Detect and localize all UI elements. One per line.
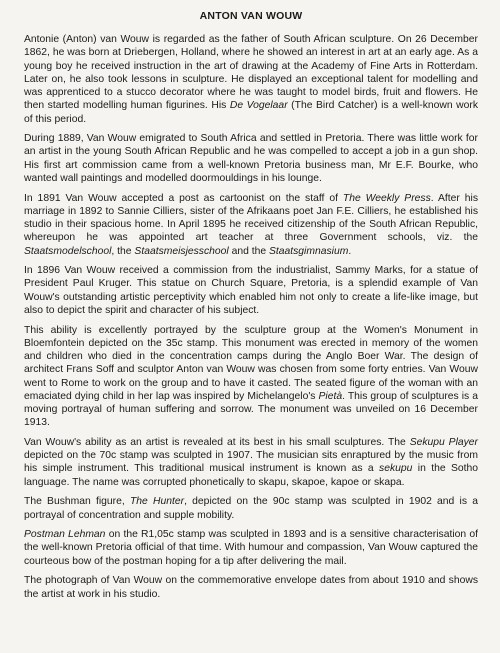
- paragraph-text: .: [348, 245, 352, 257]
- italic-title: Staatsmodelschool: [24, 245, 112, 257]
- paragraph-text: In 1896 Van Wouw received a commission from the industrialist, Sammy Marks, for a statue of President Paul Kruger. This statue on Church Square, Pretoria, is a splendid example of Van Wouw's outstanding artistic perceptivity which enabled him not only to create a life-like image, but also to depict the spirit and character of his subject.: [24, 265, 478, 316]
- paragraph: [24, 132, 478, 185]
- paragraph-text: The photograph of Van Wouw on the commemorative envelope dates from about 1910 and shows the artist at work in his studio.: [24, 575, 478, 600]
- italic-title: Postman Lehman: [24, 529, 106, 541]
- italic-title: Staatsmeisjesschool: [134, 245, 229, 257]
- paragraph: [24, 495, 478, 522]
- paragraph-text: Van Wouw's ability as an artist is revealed at its best in his small sculptures. The: [24, 436, 410, 448]
- document-page: [24, 10, 478, 607]
- italic-title: sekupu: [379, 463, 413, 475]
- document-title: ANTON VAN WOUW: [199, 10, 303, 22]
- paragraph-text: This ability is excellently portrayed by the sculpture group at the Women's Monument in Bloemfontein depicted on the 35c stamp. This monument was erected in memory of the women and children who died in the concentration camps during the Anglo Boer War. The design of architect Frans Soff and sculptor Anton van Wouw was chosen from some forty entries. Van Wouw went to Rome to work on the group and to have it casted. The seated figure of the woman with an emaciated dying child in her lap was inspired by Michelangelo's: [24, 324, 478, 402]
- paragraph-text: In 1891 Van Wouw accepted a post as cartoonist on the staff of: [24, 192, 343, 204]
- italic-title: Pietà: [318, 390, 343, 402]
- paragraph-text: depicted on the 70c stamp was sculpted in 1907. The musician sits enraptured by the music from his simple instrument. This traditional musical instrument is known as a: [24, 450, 478, 475]
- paragraph-text: in the Sotho language. The name was corrupted phonetically to skapu, skapoe, kapoe or skapa.: [24, 463, 478, 488]
- italic-title: The Weekly Press: [342, 192, 431, 204]
- italic-title: Staatsgimnasium: [268, 245, 349, 257]
- paragraph: [24, 324, 478, 430]
- paragraph: [24, 33, 478, 126]
- paragraph-text: on the R1,05c stamp was sculpted in 1893 and is a sensitive characterisation of the well-known Pretoria official of that time. With humour and compassion, Van Wouw captured the courteous bow of the postman hoping for a tip after delivering the mail.: [24, 529, 478, 567]
- italic-title: De Vogelaar: [229, 100, 288, 112]
- paragraph-text: (The Bird Catcher) is a well-known work of this period.: [24, 100, 479, 125]
- paragraph: [24, 528, 478, 568]
- italic-title: The Hunter: [129, 496, 185, 508]
- document-body: [24, 33, 478, 601]
- paragraph: [24, 574, 478, 601]
- paragraph-text: and the: [228, 245, 269, 257]
- paragraph-text: . After his marriage in 1892 to Sannie Cilliers, sister of the Afrikaans poet Jan F.E. Cilliers, he established his studio in their spacious home. In April 1895 he received citizenship of the South African Republic, whereupon he was appointed art teacher at three Government schools, viz. the: [24, 192, 478, 244]
- paragraph-text: . This group of sculptures is a moving portrayal of human suffering and sorrow. The monument was unveiled on 16 December 1913.: [24, 390, 478, 429]
- paragraph: [24, 264, 478, 317]
- paragraph-text: During 1889, Van Wouw emigrated to South Africa and settled in Pretoria. There was little work for an artist in the young South African Republic and he was compelled to accept a job in a gun shop. His first art commission came from a well-known Pretoria business man, Mr E.F. Bourke, who wanted wall paintings and modelled doormouldings in his lounge.: [24, 133, 478, 184]
- paragraph-text: The Bushman figure,: [24, 496, 130, 508]
- italic-title: Sekupu Player: [409, 436, 479, 448]
- paragraph: [24, 436, 478, 489]
- paragraph-text: Antonie (Anton) van Wouw is regarded as the father of South African sculpture. On 26 December 1862, he was born at Driebergen, Holland, where he showed an interest in art at an early age. As a young boy he received instruction in the art of drawing at the Academy of Fine Arts in Rotterdam. Later on, he also took lessons in sculpture. He displayed an exceptional talent for modelling and was apprenticed to a stucco decorator where he was taught to model birds, fruit and flowers. He then started modelling human figurines. His: [24, 34, 478, 112]
- paragraph-text: , the: [111, 245, 135, 257]
- paragraph-text: , depicted on the 90c stamp was sculpted in 1902 and is a portrayal of concentration and supple mobility.: [24, 496, 478, 521]
- paragraph: [24, 192, 478, 258]
